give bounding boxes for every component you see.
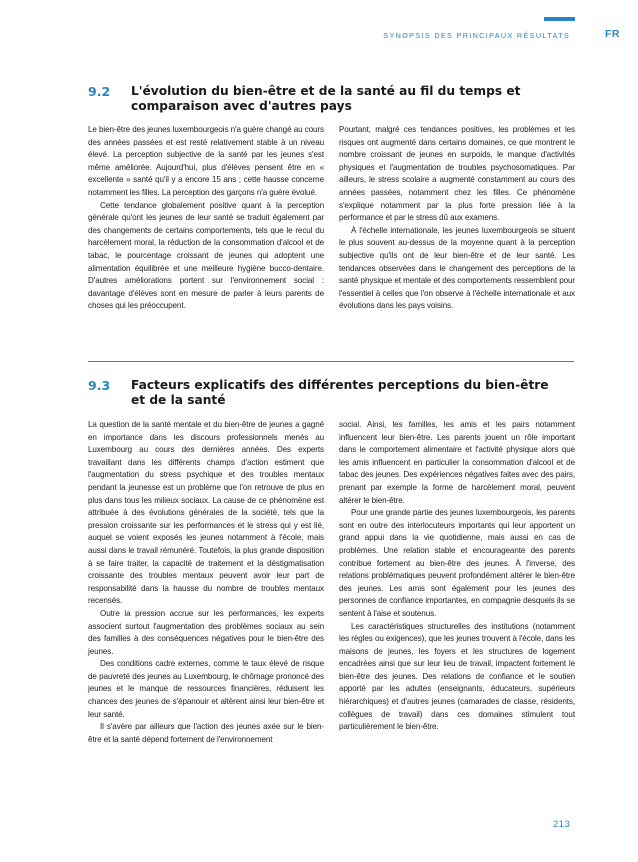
paragraph: Le bien-être des jeunes luxembourgeois n'a guère changé au cours des années passées et est resté relativement stable à un niveau élevé. La perception subjective de la santé par les jeunes s'est même améliorée. Aujourd'hui, plus d'élèves pensent être en « excellente » santé qu'il y a encore 15 ans ; cette hausse concerne notamment les filles. La perception des garçons n'a guère évolué.	[88, 125, 324, 197]
paragraph: Il s'avère par ailleurs que l'action des jeunes axée sur le bien-être et la santé dépend fortement de l'environnement	[88, 722, 324, 744]
page-number: 213	[553, 819, 571, 830]
language-tag: FR	[605, 28, 620, 40]
section-heading-9-2	[88, 84, 558, 118]
section-9-2-right-column	[339, 124, 575, 313]
header-accent-bar	[544, 17, 575, 21]
paragraph: Des conditions cadre externes, comme le taux élevé de risque de pauvreté des jeunes au Luxembourg, le chômage prononcé des jeunes et le manque de ressources financières, réduisent les chances des jeunes de s'épanouir et altèrent ainsi leur bien-être et leur santé.	[88, 659, 324, 719]
paragraph: Pour une grande partie des jeunes luxembourgeois, les parents sont en outre des interlocuteurs importants qui leur apportent un grand appui dans la vie quotidienne, mais aussi en cas de problèmes. Une relation stable et encourageante des parents contribue fortement au bien-être des jeunes. À l'inverse, des relations problématiques peuvent profondément altérer le bien-être des jeunes. Les amis sont également pour les jeunes des personnes de confiance importantes, en compagnie desquels ils se sentent à l'aise et soutenus.	[339, 508, 575, 618]
section-9-2-left-column	[88, 124, 324, 313]
paragraph: Les caractéristiques structurelles des institutions (notamment les règles ou exigences), que les jeunes trouvent à l'école, dans les maisons de jeunes, les foyers et les structures de logement encadrées ainsi que sur leur lieu de travail, impactent fortement le bien-être des jeunes. Des relations de confiance et le soutien apporté par les adultes (enseignants, éducateurs, supérieurs hiérarchiques) et d'autres jeunes (camarades de classe, résidents, collègues de travail) dans ces domaines stimulent tout particulièrement le bien-être.	[339, 621, 575, 732]
paragraph: Cette tendance globalement positive quant à la perception générale qu'ont les jeunes de leur santé se traduit également par des changements de certains comportements, tels que le recul du harcèlement moral, la réduction de la consommation d'alcool et de tabac, le pourcentage croissant de jeunes qui adoptent une alimentation équilibrée et une meilleure hygiène bucco-dentaire. D'autres améliorations portent sur l'environnement social : davantage d'élèves sont en mesure de parler à leurs parents de choses qui les préoccupent.	[88, 200, 324, 311]
section-heading-9-3	[88, 378, 558, 412]
section-title: Facteurs explicatifs des différentes perceptions du bien-être et de la santé	[131, 378, 549, 407]
paragraph: Outre la pression accrue sur les performances, les experts associent surtout l'augmentation des problèmes sociaux au sein des familles à des conséquences négatives pour le bien-être des jeunes.	[88, 608, 324, 656]
section-divider	[88, 361, 574, 362]
section-title: L'évolution du bien-être et de la santé au fil du temps et comparaison avec d'autres pays	[131, 84, 521, 113]
paragraph: La question de la santé mentale et du bien-être de jeunes a gagné en importance dans les discours professionnels menés au Luxembourg au cours des dernières années. Des experts travaillant dans les différents champs d'action estiment que l'augmentation du stress psychique et des troubles mentaux pendant la jeunesse est un problème que l'on retrouve de plus en plus dans tous les milieux sociaux. La cause de ce phénomène est attribuée à des évolutions générales de la société, tels que la pression croissante sur les performances et le stress qui y est lié, auquel se voient exposés les jeunes notamment à l'école, mais aussi dans le travail rémunéré. Toutefois, la plus grande disposition à se faire traiter, la capacité de traitement et la déstigmatisation croissante des troubles mentaux peuvent avoir leur part de responsabilité dans la hausse du nombre de troubles mentaux recensés.	[88, 420, 324, 606]
section-number: 9.3	[88, 378, 111, 393]
running-header: SYNOPSIS DES PRINCIPAUX RÉSULTATS	[383, 31, 570, 40]
section-9-3-left-column	[88, 419, 324, 746]
paragraph: À l'échelle internationale, les jeunes luxembourgeois se situent le plus souvent au-dessus de la moyenne quant à la perception subjective qu'ils ont de leur bien-être et de leur santé. Les tendances observées dans le changement des perceptions de la santé physique et mentale et des comportements ressemblent pour l'essentiel à celles que l'on observe à l'échelle internationale et aux évolutions dans les pays voisins.	[339, 225, 575, 311]
paragraph: social. Ainsi, les familles, les amis et les pairs notamment influencent leur bien-être. Les parents jouent un rôle important dans le comportement alimentaire et l'activité physique alors que les amis influencent en particulier la consommation d'alcool et de tabac des jeunes. Des expériences négatives faites avec des pairs, prenant par exemple la forme de harcèlement moral, peuvent altérer le bien-être.	[339, 420, 575, 505]
paragraph: Pourtant, malgré ces tendances positives, les problèmes et les risques ont augmenté dans certains domaines, ce que montrent le nombre croissant de jeunes en surpoids, le manque d'activités physiques et l'augmentation de troubles psychosomatiques. Par ailleurs, le stress scolaire a augmenté constamment au cours des années passées, notamment chez les filles. Ce phénomène s'explique notamment par la plus forte pression liée à la performance et par le stress dû aux examens.	[339, 125, 575, 223]
section-number: 9.2	[88, 84, 111, 99]
section-9-3-right-column	[339, 419, 575, 734]
